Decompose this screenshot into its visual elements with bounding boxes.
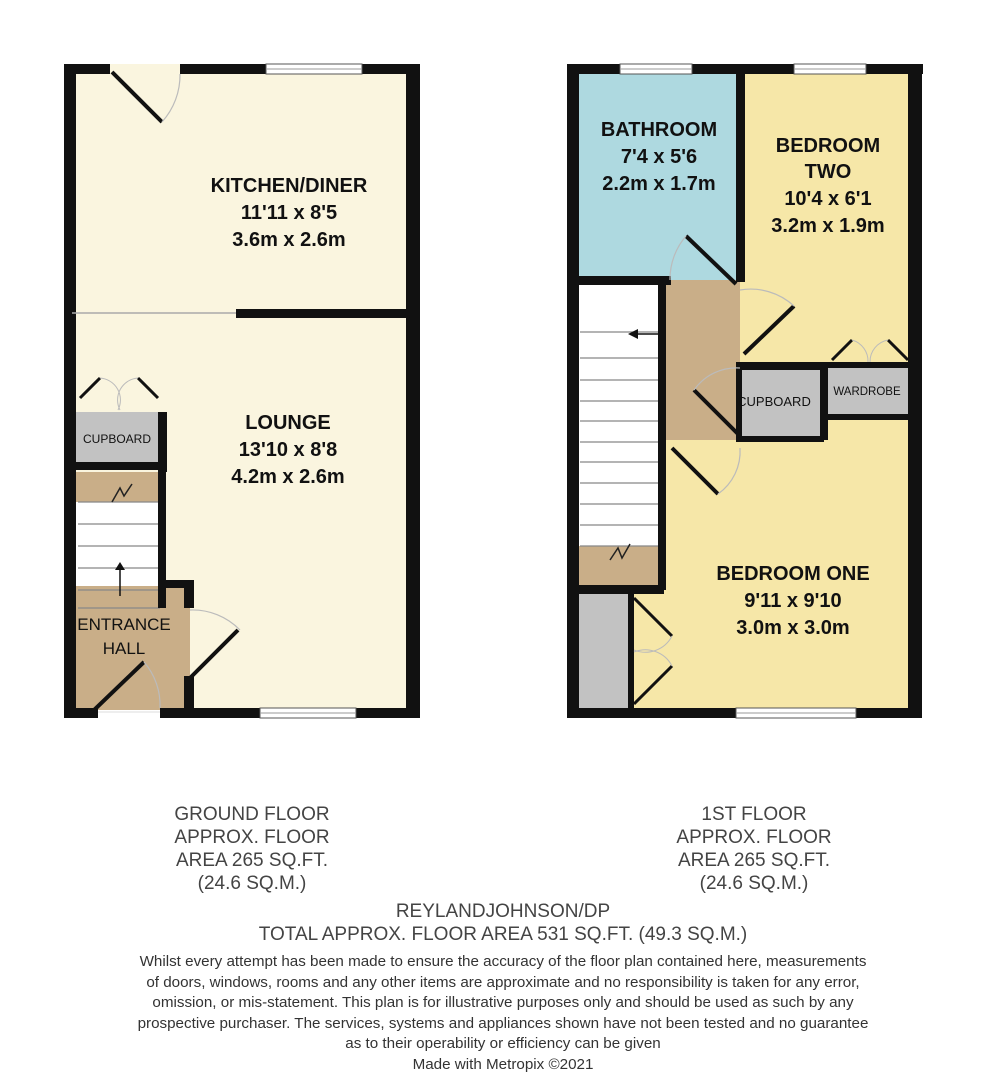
bedroom-two-metric: 3.2m x 1.9m [771, 215, 885, 237]
total-area: TOTAL APPROX. FLOOR AREA 531 SQ.FT. (49.3 SQ.M.) [258, 924, 748, 945]
metropix-credit: Made with Metropix ©2021 [412, 1055, 594, 1073]
disclaimer-line: as to their operability or efficiency can be given [345, 1035, 661, 1052]
footer [0, 900, 1006, 1075]
disclaimer-line: omission, or mis-statement. This plan is for illustrative purposes only and should be used as such by any [152, 994, 854, 1011]
bedroom-two-imperial: 10'4 x 6'1 [784, 188, 872, 210]
disclaimer-line: Whilst every attempt has been made to ensure the accuracy of the floor plan contained here, measurements [139, 953, 867, 970]
agent-name: REYLANDJOHNSON/DP [395, 901, 611, 922]
kitchen-name: KITCHEN/DINER [210, 175, 368, 197]
first-caption-line: 1ST FLOOR [701, 804, 807, 825]
disclaimer [0, 952, 1006, 1075]
disclaimer-line: prospective purchaser. The services, systems and appliances shown have not been tested and no guarantee [137, 1014, 869, 1032]
landing-area [662, 280, 740, 440]
kitchen-metric: 3.6m x 2.6m [232, 229, 346, 251]
ground-caption-line: GROUND FLOOR [174, 804, 330, 825]
ground-stairs-top-landing [72, 472, 162, 502]
bathroom-imperial: 7'4 x 5'6 [620, 146, 698, 168]
first-caption-line: AREA 265 SQ.FT. [677, 850, 831, 871]
ground-floor-plan [64, 64, 420, 718]
bathroom-name: BATHROOM [600, 119, 718, 141]
wardrobe-label: WARDROBE [833, 386, 901, 398]
first-caption-line: (24.6 SQ.M.) [699, 873, 809, 894]
bedroom-one-cupboard-area [575, 592, 631, 710]
entrance-hall-line2: HALL [102, 639, 146, 658]
ground-floor-caption [132, 803, 372, 895]
lounge-name: LOUNGE [245, 412, 331, 434]
bedroom-two-line1: BEDROOM [775, 135, 881, 157]
first-stairs-bottom-landing [575, 546, 662, 585]
kitchen-imperial: 11'11 x 8'5 [240, 202, 338, 224]
ground-cupboard-label: CUPBOARD [82, 432, 152, 446]
bathroom-metric: 2.2m x 1.7m [602, 173, 716, 195]
ground-caption-line: AREA 265 SQ.FT. [175, 850, 329, 871]
bedroom-one-name: BEDROOM ONE [716, 563, 870, 585]
first-floor-caption [634, 803, 874, 895]
lounge-metric: 4.2m x 2.6m [231, 466, 345, 488]
first-caption-line: APPROX. FLOOR [676, 827, 832, 848]
entrance-hall-line1: ENTRANCE [77, 615, 171, 634]
first-cupboard-label: CUPBOARD [737, 394, 811, 409]
first-floor-plan [567, 64, 923, 718]
ground-caption-line: APPROX. FLOOR [174, 827, 330, 848]
bedroom-two-line2: TWO [804, 161, 852, 183]
first-stairs-area [575, 280, 662, 585]
bedroom-one-imperial: 9'11 x 9'10 [744, 590, 842, 612]
lounge-imperial: 13'10 x 8'8 [238, 439, 338, 461]
ground-caption-line: (24.6 SQ.M.) [197, 873, 307, 894]
bedroom-one-metric: 3.0m x 3.0m [736, 617, 850, 639]
disclaimer-line: of doors, windows, rooms and any other items are approximate and no responsibility is taken for any error, [146, 973, 860, 991]
